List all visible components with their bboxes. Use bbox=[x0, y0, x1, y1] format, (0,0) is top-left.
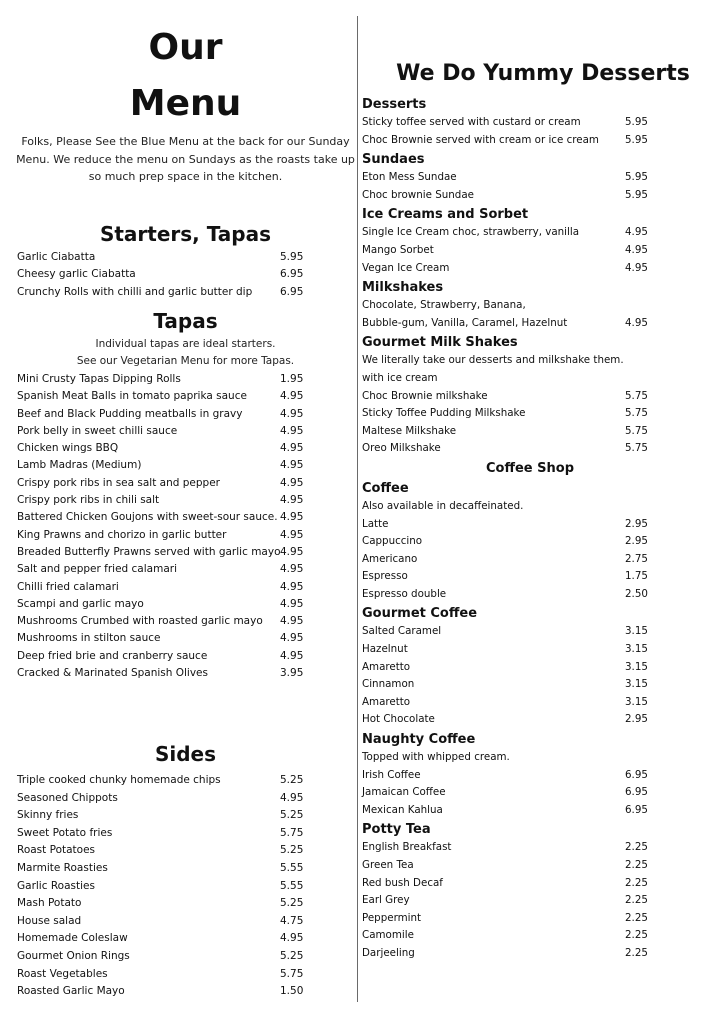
item-name: Gourmet Onion Rings bbox=[17, 949, 130, 962]
menu-item bbox=[362, 802, 662, 820]
item-name: Crispy pork ribs in chili salt bbox=[17, 494, 160, 507]
menu-item bbox=[362, 711, 662, 729]
item-price: 6.95 bbox=[280, 268, 304, 281]
item-name: Eton Mess Sundae bbox=[362, 171, 457, 184]
potty-tea-heading: Potty Tea bbox=[362, 822, 431, 838]
item-price: 5.75 bbox=[625, 442, 648, 455]
menu-item bbox=[17, 648, 307, 665]
item-name: Choc brownie Sundae bbox=[362, 188, 474, 201]
menu-item bbox=[362, 440, 662, 458]
item-name: Pork belly in sweet chilli sauce bbox=[17, 424, 178, 437]
menu-item bbox=[362, 568, 662, 586]
item-name: Crispy pork ribs in sea salt and pepper bbox=[17, 476, 220, 489]
menu-item bbox=[362, 315, 662, 333]
item-price: 5.75 bbox=[280, 967, 304, 980]
item-name: Roast Potatoes bbox=[17, 844, 96, 857]
item-price: 5.25 bbox=[280, 949, 304, 962]
item-name: Beef and Black Pudding meatballs in gravy bbox=[17, 407, 243, 420]
item-price: 2.25 bbox=[625, 946, 648, 959]
item-name: English Breakfast bbox=[362, 841, 452, 854]
tapas-note-line: See our Vegetarian Menu for more Tapas. bbox=[76, 355, 295, 367]
menu-item bbox=[362, 694, 662, 712]
menu-item bbox=[362, 676, 662, 694]
menu-item bbox=[17, 561, 307, 578]
item-name: Maltese Milkshake bbox=[362, 424, 457, 437]
item-name: Peppermint bbox=[362, 911, 422, 924]
item-price: 2.95 bbox=[625, 713, 648, 726]
item-price: 5.25 bbox=[280, 897, 304, 910]
item-price: 4.95 bbox=[280, 390, 304, 403]
menu-item bbox=[17, 423, 307, 440]
item-price: 4.95 bbox=[280, 597, 304, 610]
coffee-shop-heading: Coffee Shop bbox=[485, 460, 575, 476]
item-name: Cinnamon bbox=[362, 678, 415, 691]
menu-item bbox=[17, 266, 307, 283]
item-name: Green Tea bbox=[362, 859, 414, 871]
milkshakes-heading: Milkshakes bbox=[362, 280, 444, 296]
item-price: 5.55 bbox=[280, 861, 304, 874]
item-price: 4.95 bbox=[280, 459, 304, 472]
menu-item bbox=[17, 388, 307, 405]
item-name: Triple cooked chunky homemade chips bbox=[17, 774, 221, 786]
item-name: Salted Caramel bbox=[362, 625, 442, 638]
tapas-list bbox=[17, 371, 307, 682]
item-price: 4.95 bbox=[280, 494, 304, 507]
item-price: 4.75 bbox=[280, 914, 304, 927]
item-name: Amaretto bbox=[362, 660, 411, 673]
menu-item bbox=[17, 860, 307, 878]
menu-item bbox=[362, 945, 662, 963]
right-menu-list bbox=[362, 94, 662, 963]
item-price: 3.95 bbox=[280, 667, 304, 680]
menu-item bbox=[17, 630, 307, 647]
item-price: 2.25 bbox=[625, 894, 648, 907]
item-price: 5.95 bbox=[280, 251, 304, 263]
item-price: 4.95 bbox=[625, 243, 648, 256]
item-price: 4.95 bbox=[280, 580, 304, 593]
menu-item bbox=[17, 983, 307, 1001]
milkshake-flavours: Chocolate, Strawberry, Banana, bbox=[362, 299, 526, 312]
item-price: 6.95 bbox=[625, 803, 648, 816]
item-price: 3.15 bbox=[625, 643, 648, 656]
item-price: 1.95 bbox=[280, 373, 304, 385]
menu-item bbox=[362, 875, 662, 893]
menu-item bbox=[362, 659, 662, 677]
item-price: 4.95 bbox=[280, 791, 304, 804]
menu-item bbox=[362, 857, 662, 875]
menu-item bbox=[362, 767, 662, 785]
item-name: Lamb Madras (Medium) bbox=[17, 459, 142, 472]
item-name: Red bush Decaf bbox=[362, 876, 443, 889]
item-name: Mexican Kahlua bbox=[362, 803, 443, 816]
tapas-note bbox=[14, 336, 357, 370]
item-name: Americano bbox=[362, 552, 418, 565]
menu-item bbox=[362, 623, 662, 641]
menu-item bbox=[362, 114, 662, 132]
menu-item bbox=[362, 892, 662, 910]
item-price: 5.75 bbox=[625, 424, 648, 437]
item-price: 5.75 bbox=[625, 407, 648, 420]
item-price: 4.95 bbox=[280, 563, 304, 576]
intro-line: Menu. We reduce the menu on Sundays as the roasts take up bbox=[16, 152, 355, 166]
menu-title-line1: Our bbox=[148, 27, 223, 68]
item-price: 2.50 bbox=[625, 587, 648, 600]
item-name: Mango Sorbet bbox=[362, 243, 434, 256]
item-name: Camomile bbox=[362, 929, 414, 942]
item-price: 5.95 bbox=[625, 171, 648, 184]
item-name: Hazelnut bbox=[362, 643, 408, 656]
menu-item bbox=[362, 516, 662, 534]
menu-item bbox=[17, 475, 307, 492]
starters-heading: Starters, Tapas bbox=[99, 222, 272, 246]
menu-item bbox=[17, 966, 307, 984]
menu-item bbox=[362, 260, 662, 278]
menu-item bbox=[362, 586, 662, 604]
menu-item bbox=[17, 613, 307, 630]
item-price: 4.95 bbox=[625, 316, 648, 329]
coffee-heading: Coffee bbox=[362, 480, 409, 496]
menu-item bbox=[17, 457, 307, 474]
intro-line: so much prep space in the kitchen. bbox=[88, 170, 283, 183]
intro-text bbox=[14, 133, 357, 186]
item-name: Deep fried brie and cranberry sauce bbox=[17, 649, 208, 662]
item-name: Mushrooms Crumbed with roasted garlic mayo bbox=[17, 615, 263, 628]
item-name: Latte bbox=[362, 517, 389, 530]
menu-item bbox=[362, 405, 662, 423]
item-name: Sticky Toffee Pudding Milkshake bbox=[362, 407, 526, 420]
sundaes-heading: Sundaes bbox=[362, 152, 425, 168]
menu-item bbox=[362, 132, 662, 150]
item-price: 5.25 bbox=[280, 844, 304, 857]
item-name: Garlic Ciabatta bbox=[17, 251, 96, 263]
item-price: 6.95 bbox=[625, 786, 648, 799]
item-price: 2.75 bbox=[625, 552, 648, 565]
menu-item bbox=[362, 910, 662, 928]
naughty-coffee-heading: Naughty Coffee bbox=[362, 732, 476, 748]
column-divider bbox=[357, 16, 358, 1002]
item-price: 3.15 bbox=[625, 695, 648, 708]
icecreams-heading: Ice Creams and Sorbet bbox=[362, 207, 529, 223]
item-name: Cappuccino bbox=[362, 535, 423, 548]
desserts-page-title: We Do Yummy Desserts bbox=[396, 61, 690, 86]
item-price: 4.95 bbox=[280, 528, 304, 541]
menu-item bbox=[362, 839, 662, 857]
menu-item bbox=[17, 948, 307, 966]
item-name: King Prawns and chorizo in garlic butter bbox=[17, 528, 227, 541]
item-name: Battered Chicken Goujons with sweet-sour sauce. bbox=[17, 511, 278, 524]
menu-title-line2: Menu bbox=[129, 83, 242, 124]
menu-item bbox=[17, 579, 307, 596]
item-name: Espresso double bbox=[362, 587, 447, 600]
item-name: Oreo Milkshake bbox=[362, 442, 441, 455]
menu-item bbox=[17, 895, 307, 913]
item-price: 2.95 bbox=[625, 535, 648, 548]
item-name: Seasoned Chippots bbox=[17, 791, 118, 804]
item-name: Chilli fried calamari bbox=[17, 580, 119, 593]
item-name: Single Ice Cream choc, strawberry, vanilla bbox=[362, 226, 580, 239]
item-price: 3.15 bbox=[625, 625, 648, 638]
item-price: 2.25 bbox=[625, 859, 648, 871]
menu-item bbox=[17, 807, 307, 825]
menu-item bbox=[17, 284, 307, 301]
item-name: Scampi and garlic mayo bbox=[17, 597, 144, 610]
item-price: 4.95 bbox=[280, 632, 304, 645]
item-price: 2.25 bbox=[625, 929, 648, 942]
menu-item bbox=[362, 641, 662, 659]
item-name: Jamaican Coffee bbox=[362, 786, 446, 799]
menu-item bbox=[362, 388, 662, 406]
menu-item bbox=[17, 878, 307, 896]
item-name: Roast Vegetables bbox=[17, 967, 108, 980]
item-price: 1.50 bbox=[280, 985, 304, 998]
item-name: Salt and pepper fried calamari bbox=[17, 563, 177, 576]
item-name: Hot Chocolate bbox=[362, 713, 435, 726]
menu-item bbox=[362, 187, 662, 205]
menu-item bbox=[17, 249, 307, 266]
item-price: 2.25 bbox=[625, 911, 648, 924]
item-price: 4.95 bbox=[625, 261, 648, 274]
gourmet-coffee-heading: Gourmet Coffee bbox=[362, 606, 478, 622]
item-price: 4.95 bbox=[280, 649, 304, 662]
item-price: 6.95 bbox=[625, 768, 648, 781]
item-price: 5.75 bbox=[625, 389, 648, 402]
menu-item bbox=[362, 224, 662, 242]
item-price: 4.95 bbox=[625, 226, 648, 239]
menu-item bbox=[362, 784, 662, 802]
item-price: 5.95 bbox=[625, 116, 648, 128]
menu-item bbox=[17, 930, 307, 948]
item-price: 5.75 bbox=[280, 826, 304, 839]
menu-item bbox=[17, 544, 307, 561]
gourmet-shakes-note: with ice cream bbox=[362, 371, 438, 384]
menu-item bbox=[17, 772, 307, 790]
item-name: Mushrooms in stilton sauce bbox=[17, 632, 161, 645]
coffee-note: Also available in decaffeinated. bbox=[362, 499, 524, 512]
item-name: Mini Crusty Tapas Dipping Rolls bbox=[17, 373, 181, 385]
item-name: Chicken wings BBQ bbox=[17, 442, 119, 455]
item-name: Choc Brownie served with cream or ice cream bbox=[362, 133, 599, 146]
menu-item bbox=[362, 533, 662, 551]
menu-item bbox=[17, 842, 307, 860]
menu-item bbox=[17, 371, 307, 388]
menu-item bbox=[17, 665, 307, 682]
desserts-heading: Desserts bbox=[362, 97, 427, 112]
item-name: Sweet Potato fries bbox=[17, 826, 113, 839]
menu-item bbox=[17, 825, 307, 843]
starters-list bbox=[17, 249, 307, 301]
item-name: Bubble-gum, Vanilla, Caramel, Hazelnut bbox=[362, 316, 568, 329]
menu-item bbox=[17, 406, 307, 423]
item-price: 2.95 bbox=[625, 517, 648, 530]
item-name: Choc Brownie milkshake bbox=[362, 389, 488, 402]
menu-item bbox=[362, 242, 662, 260]
item-price: 4.95 bbox=[280, 511, 304, 524]
item-name: Amaretto bbox=[362, 695, 411, 708]
item-price: 1.75 bbox=[625, 570, 648, 583]
menu-item bbox=[362, 169, 662, 187]
menu-item bbox=[17, 596, 307, 613]
item-name: Breaded Butterfly Prawns served with garlic mayo bbox=[17, 545, 281, 558]
item-price: 4.95 bbox=[280, 545, 304, 558]
item-price: 3.15 bbox=[625, 660, 648, 673]
item-name: Earl Grey bbox=[362, 894, 410, 907]
item-name: Irish Coffee bbox=[362, 768, 421, 781]
item-price: 4.95 bbox=[280, 407, 304, 420]
tapas-heading: Tapas bbox=[153, 309, 218, 333]
menu-item bbox=[17, 509, 307, 526]
item-name: Vegan Ice Cream bbox=[362, 261, 450, 274]
item-name: Cheesy garlic Ciabatta bbox=[17, 268, 136, 281]
item-name: Darjeeling bbox=[362, 946, 415, 959]
item-price: 4.95 bbox=[280, 424, 304, 437]
menu-item bbox=[17, 790, 307, 808]
item-price: 4.95 bbox=[280, 615, 304, 628]
menu-item bbox=[362, 551, 662, 569]
item-price: 4.95 bbox=[280, 476, 304, 489]
item-name: House salad bbox=[17, 914, 82, 927]
item-price: 5.95 bbox=[625, 133, 648, 146]
item-name: Espresso bbox=[362, 570, 408, 583]
item-name: Mash Potato bbox=[17, 897, 82, 910]
naughty-coffee-note: Topped with whipped cream. bbox=[362, 751, 510, 764]
menu-item bbox=[362, 927, 662, 945]
item-price: 5.25 bbox=[280, 809, 304, 822]
gourmet-shakes-note: We literally take our desserts and milkshake them. bbox=[362, 354, 624, 367]
item-price: 4.95 bbox=[280, 932, 304, 945]
item-name: Skinny fries bbox=[17, 809, 79, 822]
item-price: 6.95 bbox=[280, 285, 304, 298]
item-name: Homemade Coleslaw bbox=[17, 932, 128, 945]
tapas-note-line: Individual tapas are ideal starters. bbox=[95, 338, 276, 350]
menu-item bbox=[17, 527, 307, 544]
item-name: Cracked & Marinated Spanish Olives bbox=[17, 667, 208, 680]
menu-item bbox=[362, 423, 662, 441]
item-price: 5.55 bbox=[280, 879, 304, 892]
item-price: 3.15 bbox=[625, 678, 648, 691]
item-name: Roasted Garlic Mayo bbox=[17, 985, 125, 998]
item-name: Garlic Roasties bbox=[17, 879, 95, 892]
item-price: 4.95 bbox=[280, 442, 304, 455]
menu-item bbox=[17, 440, 307, 457]
item-name: Crunchy Rolls with chilli and garlic butter dip bbox=[17, 285, 253, 298]
item-price: 2.25 bbox=[625, 876, 648, 889]
item-price: 5.25 bbox=[280, 774, 304, 786]
item-name: Marmite Roasties bbox=[17, 861, 108, 874]
item-price: 2.25 bbox=[625, 841, 648, 854]
item-name: Spanish Meat Balls in tomato paprika sauce bbox=[17, 390, 247, 403]
item-price: 5.95 bbox=[625, 188, 648, 201]
intro-line: Folks, Please See the Blue Menu at the back for our Sunday bbox=[21, 135, 350, 148]
sides-list bbox=[17, 772, 307, 1001]
sides-heading: Sides bbox=[154, 742, 217, 766]
menu-item bbox=[17, 492, 307, 509]
menu-item bbox=[17, 913, 307, 931]
gourmet-shakes-heading: Gourmet Milk Shakes bbox=[362, 335, 518, 351]
item-name: Sticky toffee served with custard or cream bbox=[362, 116, 581, 128]
